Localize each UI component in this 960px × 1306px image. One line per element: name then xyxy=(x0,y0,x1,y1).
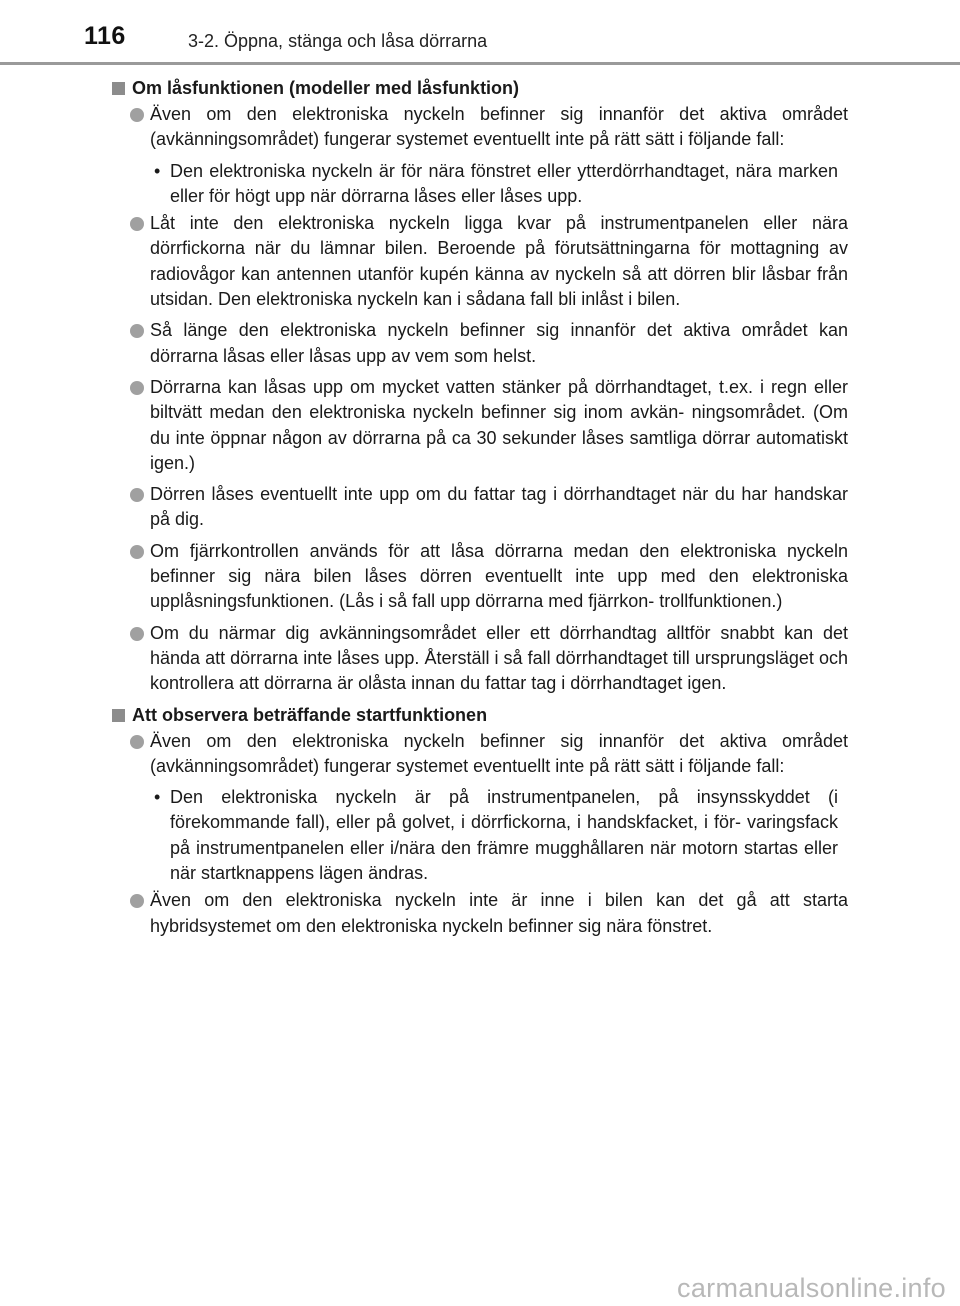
section-start-function xyxy=(110,703,848,939)
square-bullet-icon xyxy=(112,709,125,722)
circle-bullet-icon xyxy=(130,627,144,641)
page-header xyxy=(0,0,960,64)
bullet-item xyxy=(110,729,848,780)
bullet-item xyxy=(110,482,848,533)
sub-bullet-item xyxy=(110,785,848,886)
bullet-text: Dörren låses eventuellt inte upp om du fattar tag i dörrhandtaget när du har handskar på dig. xyxy=(150,484,848,530)
bullet-text: Även om den elektroniska nyckeln befinner sig innanför det aktiva området (avkänningsområdet) fungerar systemet eventuellt inte på rätt sätt i följande fall: xyxy=(150,104,848,150)
circle-bullet-icon xyxy=(130,545,144,559)
circle-bullet-icon xyxy=(130,217,144,231)
header-rule xyxy=(0,62,960,65)
square-bullet-icon xyxy=(112,82,125,95)
sub-bullet-item xyxy=(110,159,848,210)
section-heading xyxy=(110,76,848,101)
bullet-text: Även om den elektroniska nyckeln befinner sig innanför det aktiva området (avkänningsområdet) fungerar systemet eventuellt inte på rätt sätt i följande fall: xyxy=(150,730,848,776)
bullet-text: Låt inte den elektroniska nyckeln ligga kvar på instrumentpanelen eller nära dörrfickorna när du lämnar bilen. Beroende på förutsättningarna för mottagning av radiovågor kan antennen utanför kupén känna av nyckeln så att dörren blir låsbar från utsidan. Den elektroniska nyckeln kan i sådana fall bli inlåst i bilen. xyxy=(150,213,848,310)
bullet-text: Så länge den elektroniska nyckeln befinner sig innanför det aktiva området kan dörrarna låsas eller låsas upp av vem som helst. xyxy=(150,320,848,366)
sub-bullet-text: Den elektroniska nyckeln är på instrumentpanelen, på insynsskyddet (i förekommande fall), eller på golvet, i dörrfickorna, i handskfacket, i för- varingsfack på instrumentpanelen eller i/nära den främre mugghållaren när motorn startas eller när startknappens lägen ändras. xyxy=(170,787,838,884)
page-number: 116 xyxy=(84,22,126,50)
circle-bullet-icon xyxy=(130,108,144,122)
circle-bullet-icon xyxy=(130,324,144,338)
bullet-item xyxy=(110,102,848,153)
page-content xyxy=(110,76,848,945)
bullet-item xyxy=(110,539,848,615)
bullet-item xyxy=(110,888,848,939)
circle-bullet-icon xyxy=(130,381,144,395)
section-heading xyxy=(110,703,848,728)
bullet-text: Även om den elektroniska nyckeln inte är inne i bilen kan det gå att starta hybridsystemet om den elektroniska nyckeln befinner sig nära fönstret. xyxy=(150,890,848,936)
watermark-url: carmanualsonline.info xyxy=(677,1273,946,1303)
bullet-item xyxy=(110,621,848,697)
dot-bullet-icon: • xyxy=(154,160,161,181)
bullet-text: Om fjärrkontrollen används för att låsa dörrarna medan den elektroniska nyckeln befinner sig nära bilen låses dörren eventuellt inte upp med den elektroniska upplåsningsfunktionen. (Lås i så fall upp dörrarna med fjärrkon- trollfunktionen.) xyxy=(150,540,848,612)
sub-bullet-text: Den elektroniska nyckeln är för nära fönstret eller ytterdörrhandtaget, nära marken eller för högt upp när dörrarna låses eller låses upp. xyxy=(170,160,838,206)
chapter-title: 3-2. Öppna, stänga och låsa dörrarna xyxy=(188,31,488,51)
bullet-item xyxy=(110,211,848,312)
section-heading-text: Att observera beträffande startfunktionen xyxy=(132,704,488,725)
dot-bullet-icon: • xyxy=(154,787,161,808)
bullet-text: Dörrarna kan låsas upp om mycket vatten stänker på dörrhandtaget, t.ex. i regn eller biltvätt medan den elektroniska nyckeln befinner sig inom avkän- ningsområdet. (Om du inte öppnar någon av dörrarna på ca 30 sekunder låses samtliga dörrar automatiskt igen.) xyxy=(150,376,848,473)
bullet-item xyxy=(110,318,848,369)
bullet-item xyxy=(110,375,848,476)
section-lock-function xyxy=(110,76,848,697)
section-heading-text: Om låsfunktionen (modeller med låsfunktion) xyxy=(132,78,520,98)
circle-bullet-icon xyxy=(130,894,144,908)
circle-bullet-icon xyxy=(130,735,144,749)
bullet-text: Om du närmar dig avkänningsområdet eller ett dörrhandtag alltför snabbt kan det hända att dörrarna inte låses upp. Återställ i så fall dörrhandtaget till ursprungsläget och kontrollera att dörrarna är olåsta innan du fattar tag i dörrhandtaget igen. xyxy=(150,622,848,694)
circle-bullet-icon xyxy=(130,488,144,502)
